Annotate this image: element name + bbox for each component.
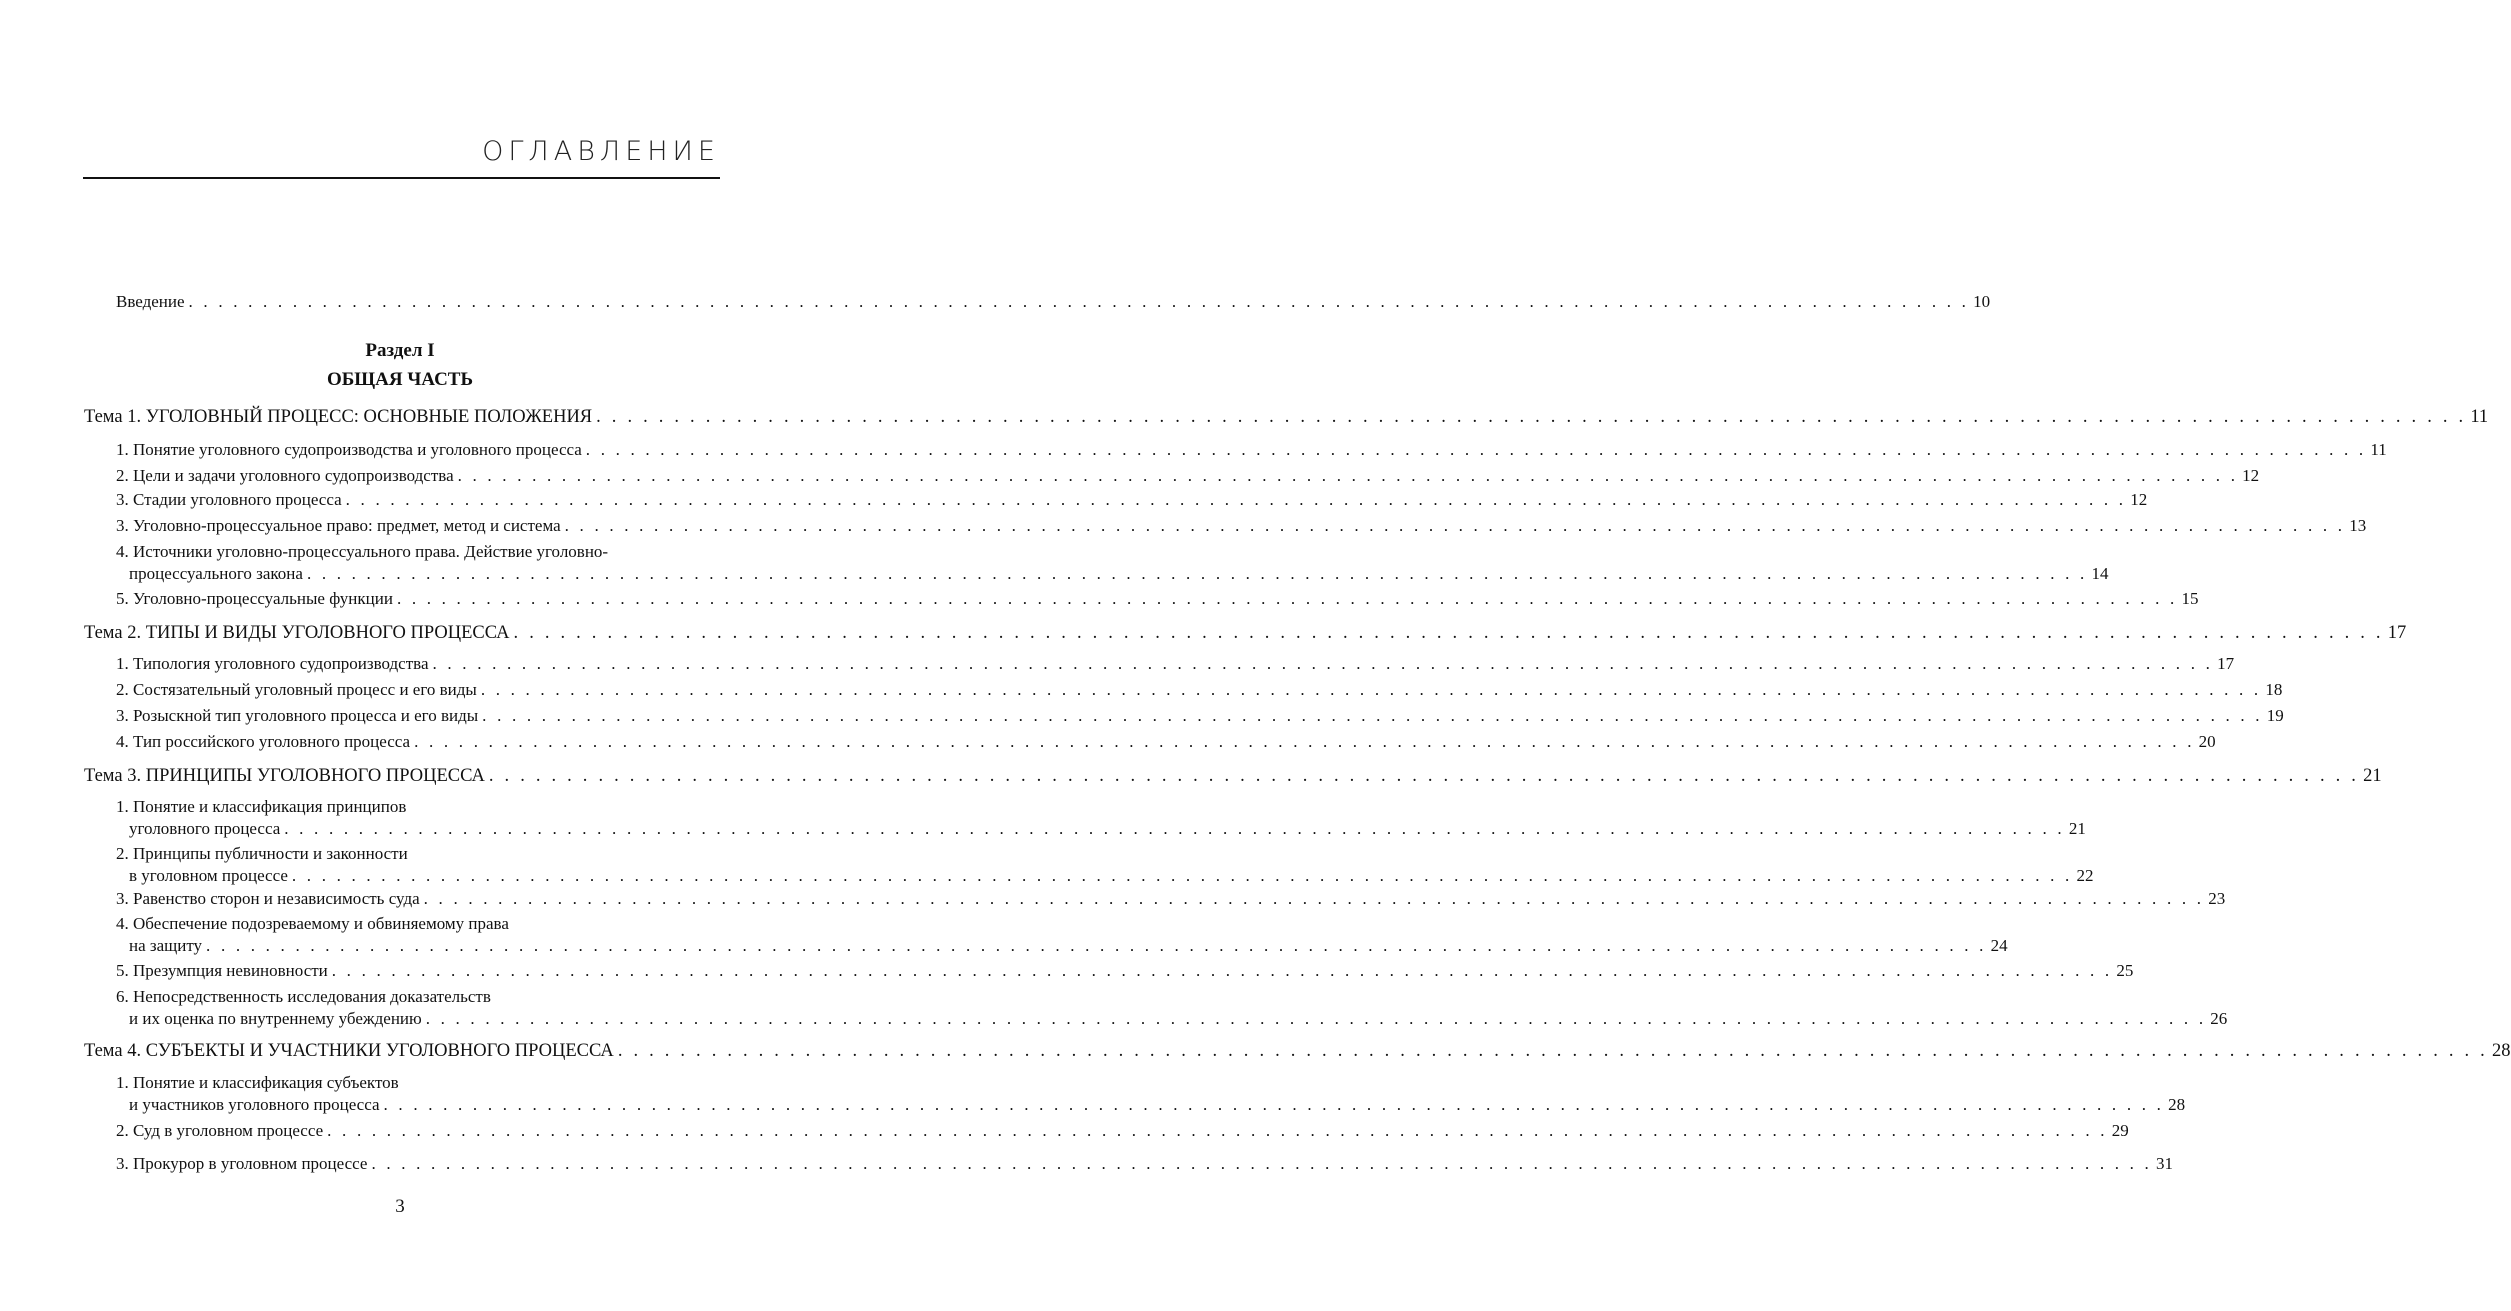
- toc-entry[interactable]: [116, 960, 2134, 982]
- toc-entry[interactable]: [116, 705, 2284, 727]
- title-rule: [83, 177, 720, 179]
- dot-leader: . . . . . . . . . . . . . . . . . . . . . . . . . . . . . . . . . . . . . . . . . . . . . . . . . . . . . . . . . . . . . . . . . . . . . . . . . . . . . . . . . . . . . . . . . . . . . . . . . . . . . . . . . . . . . . . . . . . . . . . .: [371, 1154, 2153, 1173]
- entry-page-number: 13: [2349, 516, 2367, 535]
- entry-title: 3. Уголовно-процессуальное право: предмет, метод и система: [116, 516, 561, 535]
- entry-title: и их оценка по внутреннему убеждению: [129, 1009, 422, 1028]
- entry-title: на защиту: [129, 936, 203, 955]
- entry-page-number: 14: [2091, 564, 2109, 583]
- entry-title: 4. Обеспечение подозреваемому и обвиняемому права: [116, 914, 509, 933]
- entry-page-number: 28: [2492, 1041, 2511, 1061]
- entry-title: 5. Уголовно-процессуальные функции: [116, 589, 393, 608]
- entry-title: 3. Стадии уголовного процесса: [116, 490, 342, 509]
- entry-title: Введение: [116, 292, 185, 311]
- entry-title: 2. Цели и задачи уголовного судопроизводства: [116, 466, 454, 485]
- entry-title: уголовного процесса: [129, 819, 281, 838]
- entry-title: в уголовном процессе: [129, 866, 288, 885]
- toc-entry[interactable]: [116, 731, 2216, 753]
- entry-page-number: 22: [2076, 866, 2094, 885]
- dot-leader: . . . . . . . . . . . . . . . . . . . . . . . . . . . . . . . . . . . . . . . . . . . . . . . . . . . . . . . . . . . . . . . . . . . . . . . . . . . . . . . . . . . . . . . . . . . . . . . . . . . . . . . . . . . . . . . . . . . . . . . .: [206, 936, 1987, 955]
- entry-page-number: 10: [1973, 292, 1991, 311]
- dot-leader: . . . . . . . . . . . . . . . . . . . . . . . . . . . . . . . . . . . . . . . . . . . . . . . . . . . . . . . . . . . . . . . . . . . . . . . . . . . . . . . . . . . . . . . . . . . . . . . . . . . . . . . . . . . . . . . . . . . . . . . .: [585, 440, 2367, 459]
- toc-entry[interactable]: [116, 796, 2086, 840]
- toc-topic-entry[interactable]: [84, 622, 2407, 644]
- toc-entry[interactable]: [116, 843, 2094, 887]
- dot-leader: . . . . . . . . . . . . . . . . . . . . . . . . . . . . . . . . . . . . . . . . . . . . . . . . . . . . . . . . . . . . . . . . . . . . . . . . . . . . . . . . . . . . . . . . . . . . . . . . . . . . . . . . . . . . . . . . . . . . . . . .: [488, 766, 2360, 786]
- entry-page-number: 26: [2210, 1009, 2228, 1028]
- entry-title: Тема 3. ПРИНЦИПЫ УГОЛОВНОГО ПРОЦЕССА: [84, 766, 485, 786]
- entry-page-number: 24: [1990, 936, 2008, 955]
- entry-page-number: 15: [2181, 589, 2199, 608]
- dot-leader: . . . . . . . . . . . . . . . . . . . . . . . . . . . . . . . . . . . . . . . . . . . . . . . . . . . . . . . . . . . . . . . . . . . . . . . . . . . . . . . . . . . . . . . . . . . . . . . . . . . . . . . . . . . . . . . . . . . . . . . .: [513, 623, 2384, 643]
- dot-leader: . . . . . . . . . . . . . . . . . . . . . . . . . . . . . . . . . . . . . . . . . . . . . . . . . . . . . . . . . . . . . . . . . . . . . . . . . . . . . . . . . . . . . . . . . . . . . . . . . . . . . . . . . . . . . . . . . . . . . . . .: [423, 889, 2205, 908]
- entry-page-number: 19: [2266, 706, 2284, 725]
- entry-title: 2. Состязательный уголовный процесс и его виды: [116, 680, 477, 699]
- entry-page-number: 25: [2116, 961, 2134, 980]
- entry-title: и участников уголовного процесса: [129, 1095, 380, 1114]
- entry-title: Тема 4. СУБЪЕКТЫ И УЧАСТНИКИ УГОЛОВНОГО ПРОЦЕССА: [84, 1041, 614, 1061]
- entry-page-number: 11: [2470, 407, 2489, 427]
- entry-title: Тема 2. ТИПЫ И ВИДЫ УГОЛОВНОГО ПРОЦЕССА: [84, 623, 510, 643]
- page-title: ОГЛАВЛЕНИЕ: [482, 136, 720, 167]
- entry-page-number: 17: [2387, 623, 2407, 643]
- entry-title: 2. Суд в уголовном процессе: [116, 1121, 324, 1140]
- dot-leader: . . . . . . . . . . . . . . . . . . . . . . . . . . . . . . . . . . . . . . . . . . . . . . . . . . . . . . . . . . . . . . . . . . . . . . . . . . . . . . . . . . . . . . . . . . . . . . . . . . . . . . . . . . . . . . . . . . . . . . . .: [383, 1095, 2165, 1114]
- entry-title: 3. Розыскной тип уголовного процесса и его виды: [116, 706, 479, 725]
- entry-title: 4. Тип российского уголовного процесса: [116, 732, 411, 751]
- dot-leader: . . . . . . . . . . . . . . . . . . . . . . . . . . . . . . . . . . . . . . . . . . . . . . . . . . . . . . . . . . . . . . . . . . . . . . . . . . . . . . . . . . . . . . . . . . . . . . . . . . . . . . . . . . . . . . . . . . . . . . . .: [306, 564, 2088, 583]
- dot-leader: . . . . . . . . . . . . . . . . . . . . . . . . . . . . . . . . . . . . . . . . . . . . . . . . . . . . . . . . . . . . . . . . . . . . . . . . . . . . . . . . . . . . . . . . . . . . . . . . . . . . . . . . . . . . . . . . . . . . . . . .: [327, 1121, 2108, 1140]
- dot-leader: . . . . . . . . . . . . . . . . . . . . . . . . . . . . . . . . . . . . . . . . . . . . . . . . . . . . . . . . . . . . . . . . . . . . . . . . . . . . . . . . . . . . . . . . . . . . . . . . . . . . . . . . . . . . . . . . . . . . . . . .: [331, 961, 2113, 980]
- dot-leader: . . . . . . . . . . . . . . . . . . . . . . . . . . . . . . . . . . . . . . . . . . . . . . . . . . . . . . . . . . . . . . . . . . . . . . . . . . . . . . . . . . . . . . . . . . . . . . . . . . . . . . . . . . . . . . . . . . . . . . . .: [564, 516, 2346, 535]
- dot-leader: . . . . . . . . . . . . . . . . . . . . . . . . . . . . . . . . . . . . . . . . . . . . . . . . . . . . . . . . . . . . . . . . . . . . . . . . . . . . . . . . . . . . . . . . . . . . . . . . . . . . . . . . . . . . . . . . . . . . . . . .: [291, 866, 2073, 885]
- entry-title: 5. Презумпция невиновности: [116, 961, 328, 980]
- toc-entry[interactable]: [116, 515, 2367, 537]
- entry-page-number: 11: [2370, 440, 2387, 459]
- dot-leader: . . . . . . . . . . . . . . . . . . . . . . . . . . . . . . . . . . . . . . . . . . . . . . . . . . . . . . . . . . . . . . . . . . . . . . . . . . . . . . . . . . . . . . . . . . . . . . . . . . . . . . . . . . . . . . . . . . . . . . . .: [457, 466, 2239, 485]
- entry-page-number: 28: [2168, 1095, 2186, 1114]
- entry-title: 6. Непосредственность исследования доказательств: [116, 987, 491, 1006]
- toc-entry[interactable]: [116, 465, 2260, 487]
- toc-entry[interactable]: [116, 986, 2228, 1030]
- dot-leader: . . . . . . . . . . . . . . . . . . . . . . . . . . . . . . . . . . . . . . . . . . . . . . . . . . . . . . . . . . . . . . . . . . . . . . . . . . . . . . . . . . . . . . . . . . . . . . . . . . . . . . . . . . . . . . . . . . . . . . . .: [425, 1009, 2207, 1028]
- entry-title: 1. Понятие и классификация принципов: [116, 797, 407, 816]
- toc-entry[interactable]: [116, 913, 2008, 957]
- dot-leader: . . . . . . . . . . . . . . . . . . . . . . . . . . . . . . . . . . . . . . . . . . . . . . . . . . . . . . . . . . . . . . . . . . . . . . . . . . . . . . . . . . . . . . . . . . . . . . . . . . . . . . . . . . . . . . . . . . . . . . . .: [396, 589, 2178, 608]
- entry-page-number: 20: [2198, 732, 2216, 751]
- entry-title: 3. Прокурор в уголовном процессе: [116, 1154, 368, 1173]
- dot-leader: . . . . . . . . . . . . . . . . . . . . . . . . . . . . . . . . . . . . . . . . . . . . . . . . . . . . . . . . . . . . . . . . . . . . . . . . . . . . . . . . . . . . . . . . . . . . . . . . . . . . . . . . . . . . . . . . . . . . . . . .: [617, 1041, 2488, 1061]
- entry-page-number: 21: [2068, 819, 2086, 838]
- entry-title: 1. Понятие и классификация субъектов: [116, 1073, 399, 1092]
- section-label: Раздел I: [365, 340, 435, 361]
- toc-entry[interactable]: [116, 489, 2148, 511]
- toc-entry[interactable]: [116, 588, 2199, 610]
- toc-topic-entry[interactable]: [84, 1040, 2511, 1062]
- entry-page-number: 23: [2208, 889, 2226, 908]
- toc-topic-entry[interactable]: [84, 406, 2489, 428]
- toc-entry[interactable]: [116, 541, 2109, 585]
- section-name: ОБЩАЯ ЧАСТЬ: [326, 369, 474, 390]
- entry-title: Тема 1. УГОЛОВНЫЙ ПРОЦЕСС: ОСНОВНЫЕ ПОЛОЖЕНИЯ: [84, 407, 593, 427]
- dot-leader: . . . . . . . . . . . . . . . . . . . . . . . . . . . . . . . . . . . . . . . . . . . . . . . . . . . . . . . . . . . . . . . . . . . . . . . . . . . . . . . . . . . . . . . . . . . . . . . . . . . . . . . . . . . . . . . . . . . . . . . .: [596, 407, 2467, 427]
- entry-title: 1. Понятие уголовного судопроизводства и уголовного процесса: [116, 440, 582, 459]
- entry-page-number: 29: [2111, 1121, 2129, 1140]
- toc-entry[interactable]: [116, 1120, 2129, 1142]
- entry-page-number: 21: [2363, 766, 2382, 786]
- dot-leader: . . . . . . . . . . . . . . . . . . . . . . . . . . . . . . . . . . . . . . . . . . . . . . . . . . . . . . . . . . . . . . . . . . . . . . . . . . . . . . . . . . . . . . . . . . . . . . . . . . . . . . . . . . . . . . . . . . . . . . . .: [345, 490, 2127, 509]
- entry-title: 2. Принципы публичности и законности: [116, 844, 408, 863]
- entry-title: 1. Типология уголовного судопроизводства: [116, 654, 429, 673]
- entry-page-number: 31: [2156, 1154, 2174, 1173]
- toc-topic-entry[interactable]: [84, 765, 2382, 787]
- entry-title: 4. Источники уголовно-процессуального права. Действие уголовно-: [116, 542, 609, 561]
- toc-entry[interactable]: [116, 439, 2387, 461]
- entry-page-number: 12: [2130, 490, 2148, 509]
- entry-page-number: 18: [2265, 680, 2283, 699]
- entry-page-number: 12: [2242, 466, 2260, 485]
- entry-title: 3. Равенство сторон и независимость суда: [116, 889, 420, 908]
- entry-page-number: 17: [2217, 654, 2235, 673]
- dot-leader: . . . . . . . . . . . . . . . . . . . . . . . . . . . . . . . . . . . . . . . . . . . . . . . . . . . . . . . . . . . . . . . . . . . . . . . . . . . . . . . . . . . . . . . . . . . . . . . . . . . . . . . . . . . . . . . . . . . . . . . .: [414, 732, 2195, 751]
- toc-entry[interactable]: [116, 291, 1991, 313]
- dot-leader: . . . . . . . . . . . . . . . . . . . . . . . . . . . . . . . . . . . . . . . . . . . . . . . . . . . . . . . . . . . . . . . . . . . . . . . . . . . . . . . . . . . . . . . . . . . . . . . . . . . . . . . . . . . . . . . . . . . . . . . .: [480, 680, 2262, 699]
- dot-leader: . . . . . . . . . . . . . . . . . . . . . . . . . . . . . . . . . . . . . . . . . . . . . . . . . . . . . . . . . . . . . . . . . . . . . . . . . . . . . . . . . . . . . . . . . . . . . . . . . . . . . . . . . . . . . . . . . . . . . . . .: [284, 819, 2065, 838]
- toc-entry[interactable]: [116, 1153, 2174, 1175]
- dot-leader: . . . . . . . . . . . . . . . . . . . . . . . . . . . . . . . . . . . . . . . . . . . . . . . . . . . . . . . . . . . . . . . . . . . . . . . . . . . . . . . . . . . . . . . . . . . . . . . . . . . . . . . . . . . . . . . . . . . . . . . .: [188, 292, 1970, 311]
- toc-entry[interactable]: [116, 653, 2235, 675]
- dot-leader: . . . . . . . . . . . . . . . . . . . . . . . . . . . . . . . . . . . . . . . . . . . . . . . . . . . . . . . . . . . . . . . . . . . . . . . . . . . . . . . . . . . . . . . . . . . . . . . . . . . . . . . . . . . . . . . . . . . . . . . .: [482, 706, 2263, 725]
- toc-entry[interactable]: [116, 679, 2283, 701]
- toc-entry[interactable]: [116, 888, 2226, 910]
- toc-entry[interactable]: [116, 1072, 2186, 1116]
- dot-leader: . . . . . . . . . . . . . . . . . . . . . . . . . . . . . . . . . . . . . . . . . . . . . . . . . . . . . . . . . . . . . . . . . . . . . . . . . . . . . . . . . . . . . . . . . . . . . . . . . . . . . . . . . . . . . . . . . . . . . . . .: [432, 654, 2214, 673]
- entry-title: процессуального закона: [129, 564, 303, 583]
- page-number: 3: [395, 1196, 405, 1217]
